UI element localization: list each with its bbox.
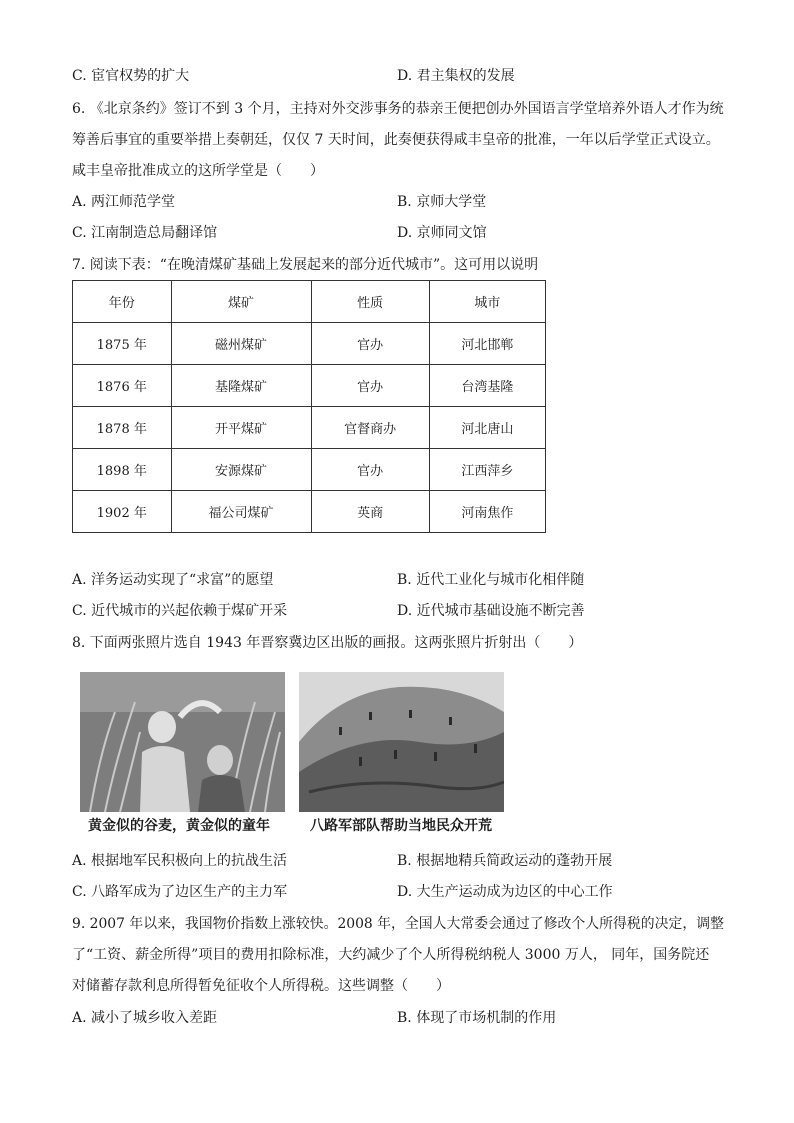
harvest-photo xyxy=(80,672,285,812)
land-reclamation-photo xyxy=(299,672,504,812)
q8-option-c: C. 八路军成为了边区生产的主力军 xyxy=(72,884,288,900)
table-cell: 开平煤矿 xyxy=(171,407,311,449)
table-row xyxy=(73,491,546,533)
table-cell: 安源煤矿 xyxy=(171,449,311,491)
table-cell: 福公司煤矿 xyxy=(171,491,311,533)
table-cell: 1875 年 xyxy=(73,323,172,365)
q6-stem-line3: 咸丰皇帝批准成立的这所学堂是（ ） xyxy=(72,163,324,179)
q9-stem-line3: 对储蓄存款利息所得暂免征收个人所得税。这些调整（ ） xyxy=(72,978,450,994)
table-cell: 1898 年 xyxy=(73,449,172,491)
q6-option-a: A. 两江师范学堂 xyxy=(72,194,176,210)
table-cell: 英商 xyxy=(311,491,429,533)
coal-mine-table xyxy=(72,280,546,533)
q6-option-d: D. 京师同文馆 xyxy=(397,225,487,241)
table-cell: 官办 xyxy=(311,323,429,365)
q7-option-d: D. 近代城市基础设施不断完善 xyxy=(397,603,585,619)
table-cell: 1876 年 xyxy=(73,365,172,407)
harvest-photo-image xyxy=(80,672,285,812)
q9-stem-line2: 了“工资、薪金所得”项目的费用扣除标准，大约减少了个人所得税纳税人 3000 万人， 同年，国务院还 xyxy=(72,947,710,963)
q7-option-a: A. 洋务运动实现了“求富”的愿望 xyxy=(72,572,274,588)
table-cell: 1902 年 xyxy=(73,491,172,533)
q9-option-b: B. 体现了市场机制的作用 xyxy=(397,1010,557,1026)
land-reclamation-photo-caption: 八路军部队帮助当地民众开荒 xyxy=(310,818,492,834)
table-cell: 官办 xyxy=(311,365,429,407)
q8-option-a: A. 根据地军民积极向上的抗战生活 xyxy=(72,853,288,869)
table-cell: 河北邯郸 xyxy=(429,323,545,365)
q6-option-b: B. 京师大学堂 xyxy=(397,194,487,210)
table-header: 城市 xyxy=(429,281,545,323)
harvest-photo-caption: 黄金似的谷麦，黄金似的童年 xyxy=(88,818,270,834)
q8-option-d: D. 大生产运动成为边区的中心工作 xyxy=(397,884,613,900)
table-header: 煤矿 xyxy=(171,281,311,323)
table-row xyxy=(73,365,546,407)
table-row xyxy=(73,407,546,449)
table-row xyxy=(73,323,546,365)
q8-option-b: B. 根据地精兵简政运动的蓬勃开展 xyxy=(397,853,613,869)
table-cell: 台湾基隆 xyxy=(429,365,545,407)
q7-stem: 7. 阅读下表：“在晚清煤矿基础上发展起来的部分近代城市”。这可用以说明 xyxy=(72,257,539,273)
q7-option-b: B. 近代工业化与城市化相伴随 xyxy=(397,572,585,588)
table-header: 性质 xyxy=(311,281,429,323)
land-reclamation-photo-image xyxy=(299,672,504,812)
q5-option-d: D. 君主集权的发展 xyxy=(397,68,515,84)
q6-stem-line2: 筹善后事宜的重要举措上奏朝廷，仅仅 7 天时间，此奏便获得咸丰皇帝的批准，一年以后学堂正式设立。 xyxy=(72,132,720,148)
q6-option-c: C. 江南制造总局翻译馆 xyxy=(72,225,218,241)
table-cell: 河南焦作 xyxy=(429,491,545,533)
q5-option-c: C. 宦官权势的扩大 xyxy=(72,68,190,84)
q8-stem: 8. 下面两张照片选自 1943 年晋察冀边区出版的画报。这两张照片折射出（ ） xyxy=(72,635,583,651)
q6-stem-line1: 6. 《北京条约》签订不到 3 个月，主持对外交涉事务的恭亲王便把创办外国语言学堂培养外语人才作为统 xyxy=(72,101,724,117)
table-cell: 江西萍乡 xyxy=(429,449,545,491)
q9-stem-line1: 9. 2007 年以来，我国物价指数上涨较快。2008 年，全国人大常委会通过了修改个人所得税的决定，调整 xyxy=(72,916,724,932)
table-cell: 磁州煤矿 xyxy=(171,323,311,365)
table-row xyxy=(73,449,546,491)
table-cell: 1878 年 xyxy=(73,407,172,449)
table-cell: 河北唐山 xyxy=(429,407,545,449)
table-header: 年份 xyxy=(73,281,172,323)
table-cell: 官督商办 xyxy=(311,407,429,449)
table-header-row xyxy=(73,281,546,323)
table-cell: 基隆煤矿 xyxy=(171,365,311,407)
table-cell: 官办 xyxy=(311,449,429,491)
q9-option-a: A. 减小了城乡收入差距 xyxy=(72,1010,218,1026)
q7-option-c: C. 近代城市的兴起依赖于煤矿开采 xyxy=(72,603,288,619)
